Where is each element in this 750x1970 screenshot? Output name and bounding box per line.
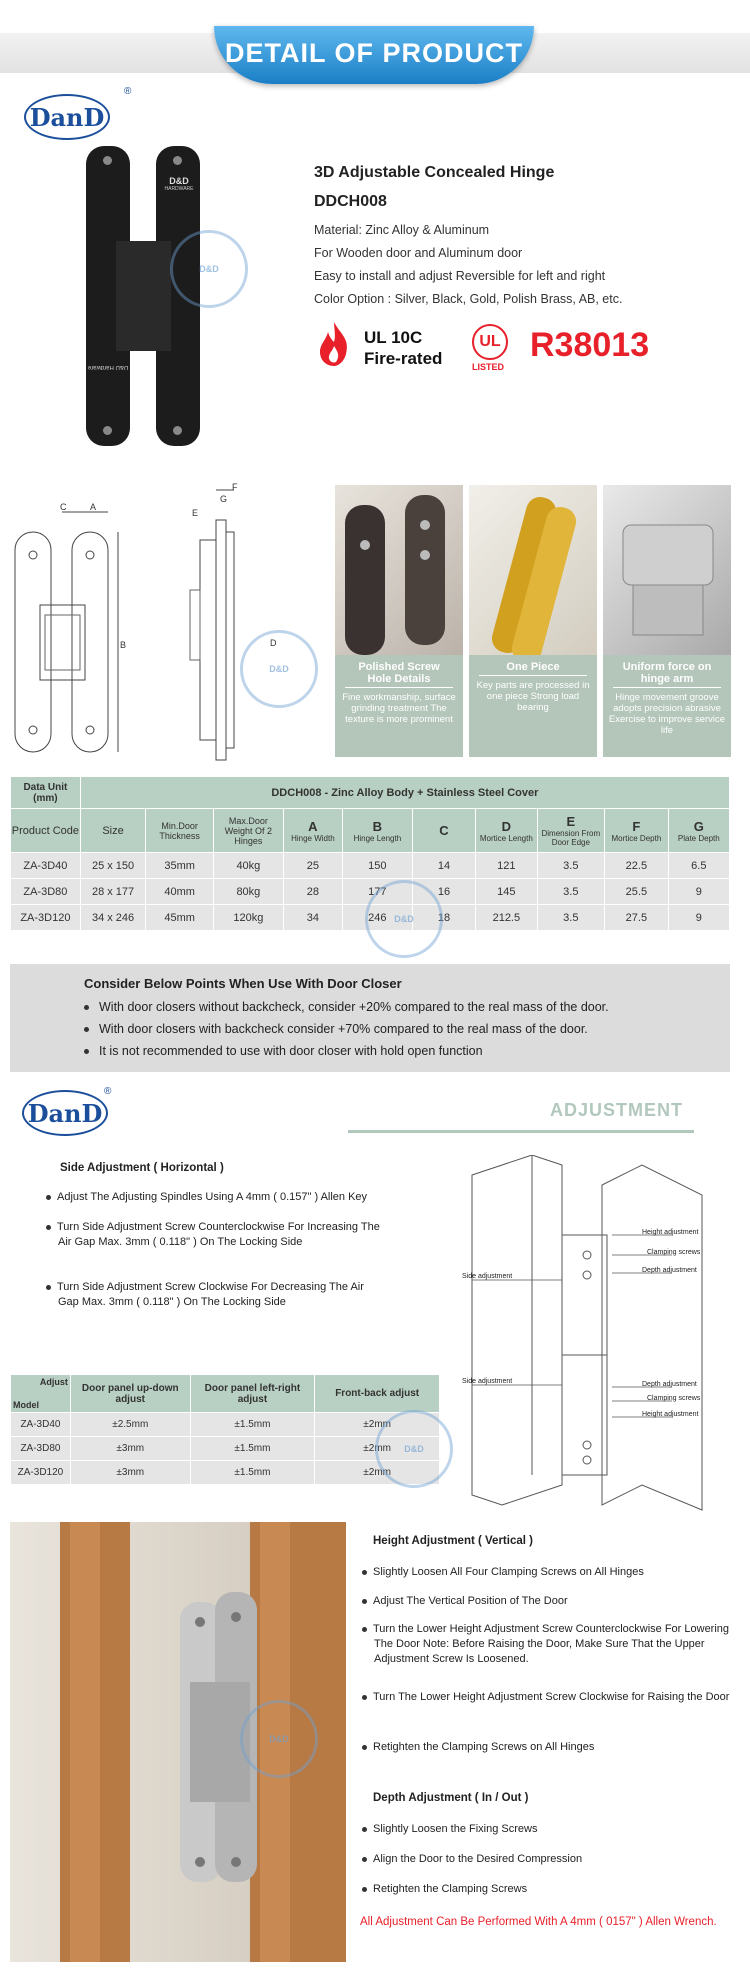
col-header: Door panel left-right adjust	[190, 1375, 315, 1413]
cell: 34 x 246	[80, 905, 146, 931]
height-adjust-item: Slightly Loosen All Four Clamping Screws on All Hinges	[362, 1565, 732, 1580]
feature-desc: Fine workmanship, surface grinding treatment The texture is more prominent	[342, 692, 456, 725]
front-view-drawing	[10, 490, 130, 770]
col-header: A Hinge Width	[283, 809, 342, 853]
cell: 34	[283, 905, 342, 931]
feature-title: Uniform force on hinge arm	[613, 661, 721, 688]
diagram-label: Height adjustment	[642, 1229, 699, 1236]
product-code: DDCH008	[314, 193, 387, 210]
cell: ±1.5mm	[190, 1461, 315, 1485]
screw-hole	[103, 156, 112, 165]
fire-rated-label: Fire-rated	[364, 349, 443, 368]
cell: ZA-3D120	[11, 1461, 71, 1485]
col-header: Product Code	[11, 809, 81, 853]
feature-caption	[603, 655, 731, 757]
dim-label-a: A	[90, 502, 97, 512]
feature-desc: Hinge movement groove adopts precision abrasive Exercise to improve service life	[608, 692, 726, 736]
cell: 28	[283, 879, 342, 905]
fire-icon	[314, 320, 354, 368]
cell: 246	[342, 905, 412, 931]
cell: 18	[412, 905, 475, 931]
cell: 150	[342, 853, 412, 879]
cell: 40mm	[146, 879, 214, 905]
feature-title: One Piece	[479, 661, 587, 676]
feature-card-3	[603, 485, 731, 757]
watermark: D&D	[240, 630, 318, 708]
closer-item: It is not recommended to use with door closer with hold open function	[84, 1044, 483, 1058]
cell: 145	[476, 879, 537, 905]
spec-line: For Wooden door and Aluminum door	[314, 246, 523, 260]
cell: 16	[412, 879, 475, 905]
cell: 3.5	[537, 905, 605, 931]
table-row	[11, 1461, 440, 1485]
cell: 3.5	[537, 853, 605, 879]
adjustment-diagram	[462, 1155, 742, 1515]
table-header-row	[11, 809, 730, 853]
cell: 22.5	[605, 853, 668, 879]
col-header: Door panel up-down adjust	[70, 1375, 190, 1413]
ul-listed-logo: UL	[472, 324, 508, 360]
cell: ±2mm	[315, 1461, 440, 1485]
height-adjust-title: Height Adjustment ( Vertical )	[373, 1535, 533, 1547]
col-header: F Mortice Depth	[605, 809, 668, 853]
col-header: G Plate Depth	[668, 809, 729, 853]
col-header: B Hinge Length	[342, 809, 412, 853]
side-view-drawing	[180, 480, 300, 770]
adjustment-table	[10, 1374, 440, 1485]
depth-adjust-item: Align the Door to the Desired Compression	[362, 1852, 732, 1867]
feature-photo-gold	[469, 485, 597, 655]
cell: ZA-3D80	[11, 1437, 71, 1461]
watermark: D&D	[365, 880, 443, 958]
screw-hole	[173, 156, 182, 165]
cell: 28 x 177	[80, 879, 146, 905]
cell: 35mm	[146, 853, 214, 879]
dim-label-b: B	[120, 640, 127, 650]
cell: 6.5	[668, 853, 729, 879]
hinge-mechanism	[116, 241, 171, 351]
allen-wrench-note: All Adjustment Can Be Performed With A 4mm ( 0157" ) Allen Wrench.	[360, 1916, 717, 1928]
registered-mark: ®	[124, 86, 132, 97]
depth-adjust-item: Slightly Loosen the Fixing Screws	[362, 1822, 732, 1837]
adjustment-underline	[348, 1130, 694, 1133]
watermark: D&D	[240, 1700, 318, 1778]
feature-caption	[335, 655, 463, 757]
spec-line: Color Option : Silver, Black, Gold, Polish Brass, AB, etc.	[314, 292, 623, 306]
closer-item: With door closers without backcheck, consider +20% compared to the real mass of the door.	[84, 1000, 609, 1014]
height-adjust-item: Turn The Lower Height Adjustment Screw Clockwise for Raising the Door	[362, 1690, 732, 1705]
dim-label-e: E	[192, 508, 199, 518]
height-adjust-item: Retighten the Clamping Screws on All Hinges	[362, 1740, 732, 1755]
watermark: D&D	[375, 1410, 453, 1488]
product-name: 3D Adjustable Concealed Hinge	[314, 164, 555, 181]
closer-item: With door closers with backcheck consider +70% compared to the real mass of the door.	[84, 1022, 588, 1036]
watermark: D&D	[170, 230, 248, 308]
diagram-label: Clamping screws	[647, 1395, 701, 1402]
cell: ±3mm	[70, 1461, 190, 1485]
diagram-label: Depth adjustment	[642, 1381, 697, 1388]
cell: ±1.5mm	[190, 1437, 315, 1461]
ul10c-label: UL 10C	[364, 328, 423, 347]
cell: ZA-3D40	[11, 853, 81, 879]
cell: 212.5	[476, 905, 537, 931]
depth-adjust-item: Retighten the Clamping Screws	[362, 1882, 732, 1897]
col-header: E Dimension From Door Edge	[537, 809, 605, 853]
cell: ±2mm	[315, 1413, 440, 1437]
col-header: D Mortice Length	[476, 809, 537, 853]
cell: ZA-3D120	[11, 905, 81, 931]
banner-title: DETAIL OF PRODUCT	[225, 38, 523, 68]
col-header: Front-back adjust	[315, 1375, 440, 1413]
col-header: Max.Door Weight Of 2 Hinges	[213, 809, 283, 853]
listed-label: LISTED	[472, 362, 505, 372]
cell: 3.5	[537, 879, 605, 905]
unit-label: Data Unit (mm)	[11, 777, 81, 809]
cell: 9	[668, 879, 729, 905]
feature-card-2	[469, 485, 597, 757]
cell: ±2mm	[315, 1437, 440, 1461]
adjustment-title: ADJUSTMENT	[550, 1100, 684, 1120]
side-adjust-item: Turn Side Adjustment Screw Counterclockwise For Increasing The Air Gap Max. 3mm ( 0.118" ) On The Locking Side	[46, 1220, 386, 1250]
feature-photo-screw	[335, 485, 463, 655]
cell: 25 x 150	[80, 853, 146, 879]
dim-label-c: C	[60, 502, 67, 512]
col-header: Min.Door Thickness	[146, 809, 214, 853]
spec-line: Easy to install and adjust Reversible for left and right	[314, 269, 606, 283]
height-adjust-item: Turn the Lower Height Adjustment Screw Counterclockwise For Lowering The Door Note: Before Raising the Door, Make Sure That the Upper Adjustment Screw Is Loosened.	[362, 1622, 732, 1667]
cell: 177	[342, 879, 412, 905]
feature-desc: Key parts are processed in one piece Strong load bearing	[476, 680, 590, 713]
cell: 80kg	[213, 879, 283, 905]
spec-line: Material: Zinc Alloy & Aluminum	[314, 223, 490, 237]
cell: 45mm	[146, 905, 214, 931]
height-adjust-item: Adjust The Vertical Position of The Door	[362, 1594, 732, 1609]
cell: 120kg	[213, 905, 283, 931]
screw-hole	[103, 426, 112, 435]
cell: 14	[412, 853, 475, 879]
cell: ±2.5mm	[70, 1413, 190, 1437]
feature-card-1	[335, 485, 463, 757]
cell: ±1.5mm	[190, 1413, 315, 1437]
feature-caption	[469, 655, 597, 757]
side-adjust-item: Turn Side Adjustment Screw Clockwise For Decreasing The Air Gap Max. 3mm ( 0.118" ) On The Locking Side	[46, 1280, 386, 1310]
hinge-brand: D&D	[169, 176, 189, 186]
diagram-label: Clamping screws	[647, 1249, 701, 1256]
cell: 27.5	[605, 905, 668, 931]
table-caption: DDCH008 - Zinc Alloy Body + Stainless Steel Cover	[80, 777, 729, 809]
cell: ZA-3D40	[11, 1413, 71, 1437]
cell: 9	[668, 905, 729, 931]
screw-hole	[173, 426, 182, 435]
depth-adjust-title: Depth Adjustment ( In / Out )	[373, 1792, 529, 1804]
col-header: C	[412, 809, 475, 853]
cell: 121	[476, 853, 537, 879]
diagram-label: Side adjustment	[462, 1378, 513, 1385]
side-adjust-title: Side Adjustment ( Horizontal )	[60, 1162, 224, 1174]
dand-logo: DanD	[24, 94, 110, 140]
door-closer-box	[10, 964, 730, 1072]
cell: 25	[283, 853, 342, 879]
diagram-label: Side adjustment	[462, 1273, 513, 1280]
table-row	[11, 853, 730, 879]
cell: ±3mm	[70, 1437, 190, 1461]
dim-label-g: G	[220, 494, 228, 504]
cell: 25.5	[605, 879, 668, 905]
dim-label-f: F	[232, 482, 238, 492]
table-row	[11, 1413, 440, 1437]
feature-title: Polished Screw Hole Details	[345, 661, 453, 688]
registered-mark: ®	[104, 1086, 112, 1097]
closer-title: Consider Below Points When Use With Door Closer	[84, 976, 402, 991]
hinge-brand-sub: HARDWARE	[164, 186, 194, 192]
diagram-label: Depth adjustment	[642, 1267, 697, 1274]
side-adjust-item: Adjust The Adjusting Spindles Using A 4mm ( 0.157" ) Allen Key	[46, 1190, 436, 1205]
hinge-inverted-brand: D&D Hardware	[87, 364, 129, 370]
corner-header: Adjust Model	[11, 1375, 71, 1413]
feature-photo-arm	[603, 485, 731, 655]
cell: ZA-3D80	[11, 879, 81, 905]
cert-number: R38013	[530, 326, 650, 364]
dim-label-d: D	[270, 638, 277, 648]
cell: 40kg	[213, 853, 283, 879]
diagram-label: Height adjustment	[642, 1411, 699, 1418]
col-header: Size	[80, 809, 146, 853]
dand-logo: DanD	[22, 1090, 108, 1136]
